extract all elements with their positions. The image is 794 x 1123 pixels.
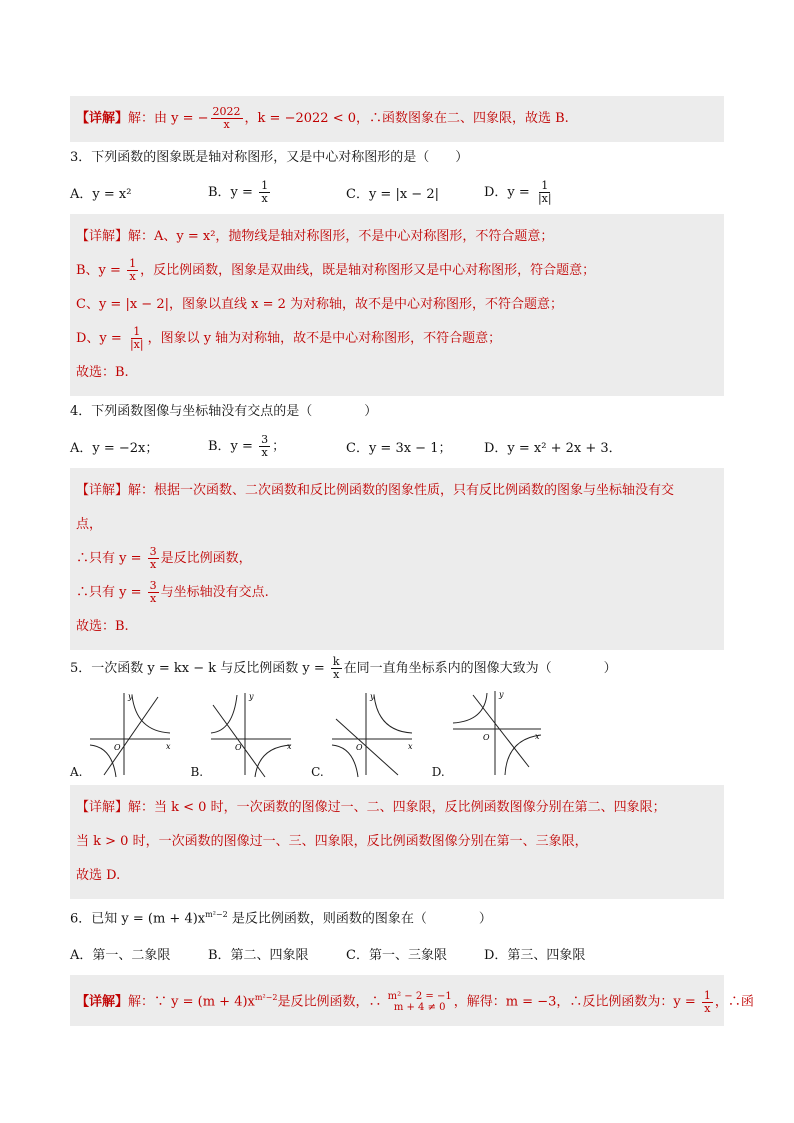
answer-block-q2: 【详解】解：由 y = − $\frac{2022}{x}$ ，k = −2022 < 0，∴函数图象在二、四象限，故选 B. xyxy=(70,96,724,142)
hyperbola-branch xyxy=(255,745,291,777)
graph-c-svg xyxy=(326,689,418,779)
question-3-options xyxy=(70,174,724,210)
question-4-stem: 4．下列函数图像与坐标轴没有交点的是（ ） xyxy=(70,404,378,419)
question-5-stem: 5．一次函数 y = kx − k 与反比例函数 y = $\frac{k}{x}$ 在同一直角坐标系内的图像大致为（ ） xyxy=(70,655,617,681)
equation-system: m² − 2 = −1 m + 4 ≠ 0 xyxy=(387,991,452,1014)
option-d: D．第三、四象限 xyxy=(484,947,586,963)
answer-block-q6: 【详解】解：∵ $y = (m + 4)x^{m^2-2}$是反比例函数，∴ m² − 2 = −1 m + 4 ≠ 0 ，解得：m = −3，∴反比例函数为：y = $\frac{1}{x}$ ，∴函 xyxy=(70,975,724,1025)
answer-block-q3: 【详解】解：A、y = x²，抛物线是轴对称图形，不是中心对称图形，不符合题意； B、y = $\frac{1}{x}$ ，反比例函数，图象是双曲线，既是轴对称图形又是中心对称图形，符合题意； C、y = |x − 2|，图象以直线 x = 2 为对称轴，故不是中心对称图形，不符合题意； D、y = $\frac{1}{|x|}$ ，图象以 y 轴为对称轴，故不是中心对称图形，不符合题意； 故选：B. xyxy=(70,214,724,396)
origin-label: O xyxy=(482,733,490,742)
option-d: D．y = x² + 2x + 3． xyxy=(484,440,622,456)
hyperbola-branch xyxy=(374,695,412,733)
graph-option-b: B. y x O xyxy=(190,689,297,779)
hyperbola-branch xyxy=(211,695,237,733)
question-5-graphs xyxy=(70,687,724,779)
answer-block-q4: 【详解】解：根据一次函数、二次函数和反比例函数的图象性质，只有反比例函数的图象与坐标轴没有交 点， ∴只有 y = $\frac{3}{x}$ 是反比例函数， ∴只有 y = $\frac{3}{x}$ 与坐标轴没有交点. 故选：B. xyxy=(70,468,724,650)
option-b: B．y = $\frac{1}{x}$ xyxy=(208,178,269,205)
y-axis-label: y xyxy=(369,692,375,701)
linear-line xyxy=(473,695,529,767)
x-axis-label: x xyxy=(166,742,171,751)
option-a: A．y = −2x； xyxy=(70,440,159,456)
graph-a-svg xyxy=(84,689,176,779)
question-6-stem: 6．已知 $y = (m + 4)x^{m^2-2}$ 是反比例函数，则函数的图象在（ ） xyxy=(70,910,492,927)
graph-b-svg xyxy=(205,689,297,779)
linear-line xyxy=(104,697,158,775)
hyperbola-branch xyxy=(90,745,116,777)
graph-option-d: D. y x O xyxy=(432,689,547,779)
hyperbola-branch xyxy=(332,745,358,777)
answer-tag: 【详解】 xyxy=(76,111,129,126)
origin-label: O xyxy=(355,743,363,752)
fraction: $\frac{2022}{x}$ xyxy=(212,105,241,131)
x-axis-label: x xyxy=(534,732,540,741)
graph-option-a: A. y x O xyxy=(70,689,176,779)
option-c: C．第一、三象限 xyxy=(346,947,447,963)
option-a: A．第一、二象限 xyxy=(70,947,171,963)
linear-line xyxy=(213,705,265,777)
graph-option-c: C. y x O xyxy=(311,689,418,779)
hyperbola-branch xyxy=(132,695,170,733)
answer-block-q5: 【详解】解：当 k < 0 时，一次函数的图像过一、二、四象限，反比例函数图像分别在第二、四象限； 当 k > 0 时，一次函数的图像过一、三、四象限，反比例函数图像分别在第一、三象限， 故选 D. xyxy=(70,785,724,899)
x-axis-label: x xyxy=(407,742,413,751)
y-axis-label: y xyxy=(128,692,134,701)
x-axis-label: x xyxy=(287,742,292,751)
option-b: B．y = $\frac{3}{x}$ ； xyxy=(208,432,286,459)
page-content xyxy=(70,96,754,1026)
option-c: C．y = |x − 2| xyxy=(346,186,439,202)
question-6-options xyxy=(70,935,724,971)
option-c: C．y = 3x − 1； xyxy=(346,440,452,456)
option-d: D．y = $\frac{1}{|x|}$ xyxy=(484,178,552,205)
origin-label: O xyxy=(235,743,242,752)
hyperbola-branch xyxy=(505,735,541,775)
graph-d-svg xyxy=(447,689,547,779)
y-axis-label: y xyxy=(498,690,504,699)
origin-label: O xyxy=(114,743,122,752)
option-b: B．第二、四象限 xyxy=(208,947,309,963)
question-3-stem: 3．下列函数的图象既是轴对称图形，又是中心对称图形的是（ ） xyxy=(70,150,469,165)
y-axis-label: y xyxy=(249,692,254,701)
option-a: A．y = x² xyxy=(70,186,132,202)
hyperbola-branch xyxy=(453,693,487,723)
answer-tag: 【详解】 xyxy=(76,994,129,1010)
question-4-options xyxy=(70,428,724,464)
linear-line xyxy=(336,719,398,775)
